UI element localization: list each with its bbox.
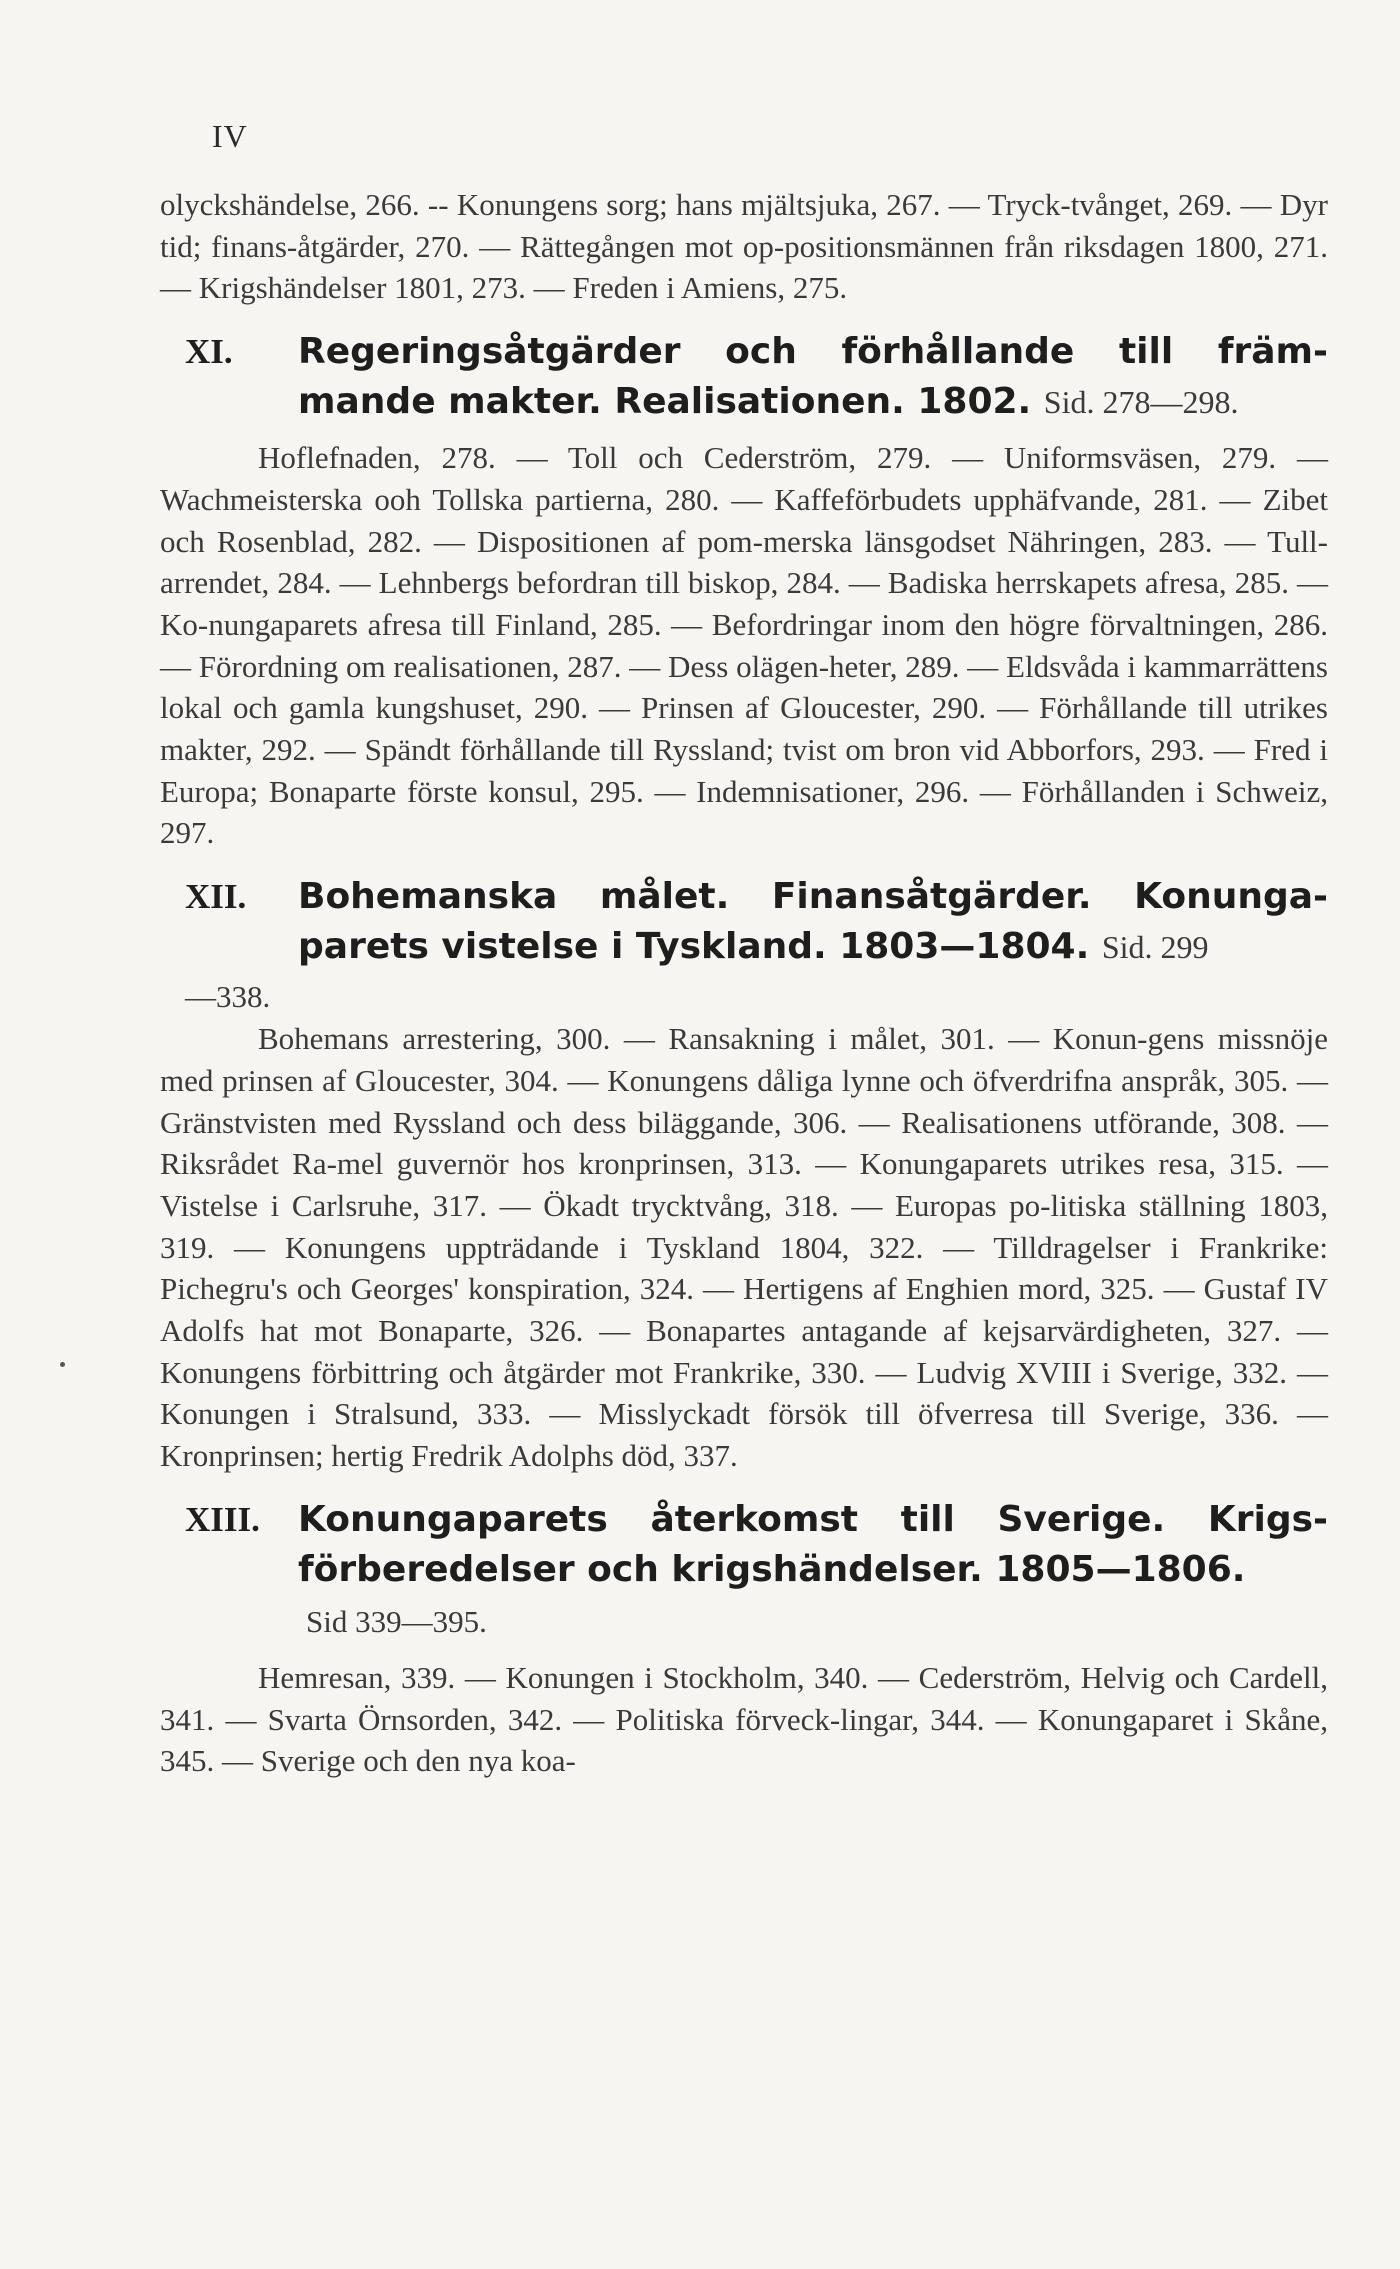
section-xii-pages: Sid. 299 <box>1101 929 1209 966</box>
section-xiii-pages: Sid 339—395. <box>306 1603 487 1639</box>
intro-paragraph: olyckshändelse, 266. -- Konungens sorg; hans mjältsjuka, 267. — Tryck-tvånget, 269. — Dyr tid; finans-åtgärder, 270. — Rättegången mot op-positionsmännen från riksdagen 1800, 271. — Krigshändelser 1801, 273. — Freden i Amiens, 275. <box>160 187 1328 306</box>
section-xii-body: Bohemans arrestering, 300. — Ransakning i målet, 301. — Konun-gens missnöje med prinsen af Gloucester, 304. — Konungens dåliga lynne och öfverdrifna anspråk, 305. — Gränstvisten med Ryssland och dess biläggande, 306. — Realisationens utförande, 308. — Riksrådet Ra-mel guvernör hos kronprinsen, 313. — Konungaparets utrikes resa, 315. — Vistelse i Carlsruhe, 317. — Ökadt trycktvång, 318. — Europas po-litiska ställning 1803, 319. — Konungens uppträdande i Tyskland 1804, 322. — Tilldragelser i Frankrike: Pichegru's och Georges' konspiration, 324. — Hertigens af Enghien mord, 325. — Gustaf IV Adolfs hat mot Bonaparte, 326. — Bonapartes antagande af kejsarvärdigheten, 327. — Konungens förbittring och åtgärder mot Frankrike, 330. — Ludvig XVIII i Sverige, 332. — Konungen i Stralsund, 333. — Misslyckadt försök till öfverresa till Sverige, 336. — Kronprinsen; hertig Fredrik Adolphs död, 337. <box>160 1021 1328 1474</box>
section-xiii-body: Hemresan, 339. — Konungen i Stockholm, 340. — Cederström, Helvig och Cardell, 341. — Svarta Örnsorden, 342. — Politiska förveck-lingar, 344. — Konungaparet i Skåne, 345. — Sverige och den nya koa- <box>160 1659 1328 1779</box>
section-xi-pages: Sid. 278—298. <box>1043 384 1239 421</box>
table-of-contents <box>160 184 1328 1782</box>
section-xiii-title: Konungaparets återkomst till Sverige. Krigs-förberedelser och krigshändelser. 1805—1806. <box>298 1498 1328 1590</box>
section-xii-heading <box>160 872 1328 972</box>
section-xii-title: Bohemanska målet. Finansåtgärder. Konunga-parets vistelse i Tyskland. 1803—1804. <box>298 876 1328 968</box>
margin-mark <box>60 1362 65 1367</box>
section-xi-numeral: XI. <box>185 332 233 372</box>
section-xi-title: Regeringsåtgärder och förhållande till främ-mande makter. Realisationen. 1802. <box>298 331 1328 423</box>
section-xiii-numeral: XIII. <box>185 1499 260 1539</box>
section-xiii-heading <box>160 1495 1328 1595</box>
section-xii-numeral: XII. <box>185 877 247 917</box>
section-xi-heading <box>160 327 1328 427</box>
section-xii-pages-continued: —338. <box>185 979 271 1015</box>
section-xi-body: Hoflefnaden, 278. — Toll och Cederström, 279. — Uniformsväsen, 279. — Wachmeisterska ooh Tollska partierna, 280. — Kaffeförbudets upphäfvande, 281. — Zibet och Rosenblad, 282. — Dispositionen af pom-merska länsgodset Nähringen, 283. — Tull-arrendet, 284. — Lehnbergs befordran till biskop, 284. — Badiska herrskapets afresa, 285. — Ko-nungaparets afresa till Finland, 285. — Befordringar inom den högre förvaltningen, 286. — Förordning om realisationen, 287. — Dess olägen-heter, 289. — Eldsvåda i kammarrättens lokal och gamla kungshuset, 290. — Prinsen af Gloucester, 290. — Förhållande till utrikes makter, 292. — Spändt förhållande till Ryssland; tvist om bron vid Abborfors, 293. — Fred i Europa; Bonaparte förste konsul, 295. — Indemnisationer, 296. — Förhållanden i Schweiz, 297. <box>160 440 1328 851</box>
page-number: IV <box>212 118 248 154</box>
